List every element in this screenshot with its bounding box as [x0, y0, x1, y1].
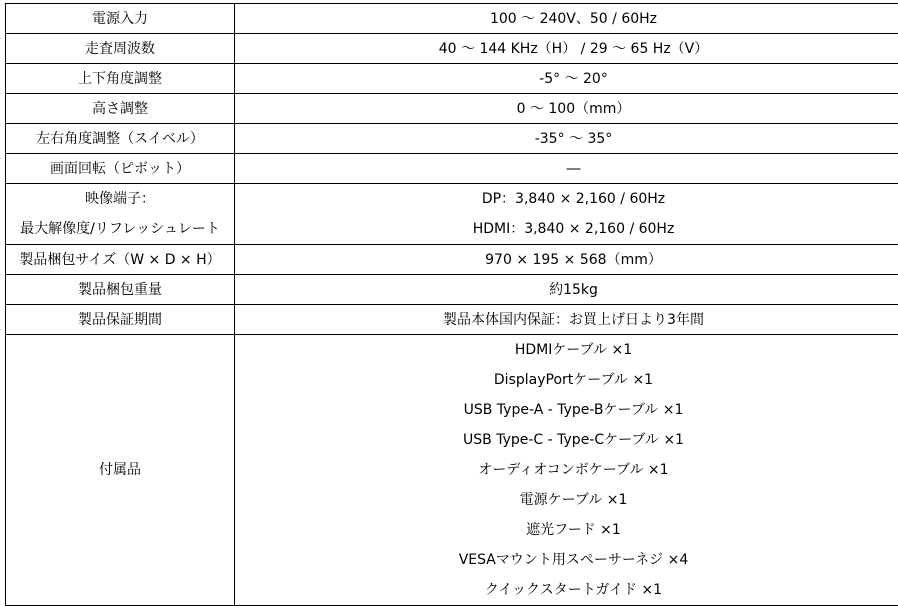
spec-label-accessories: 付属品 [6, 335, 235, 606]
spec-label-line: 最大解像度/リフレッシュレート [20, 221, 220, 237]
accessory-item: USB Type-C - Type-Cケーブル ×1 [463, 432, 684, 448]
spec-value: -5° ～ 20° [235, 64, 898, 94]
spec-value: ― [235, 154, 898, 184]
spec-label: 走査周波数 [6, 34, 235, 64]
spec-row-height [6, 94, 898, 124]
accessory-item: オーディオコンボケーブル ×1 [478, 462, 669, 478]
spec-label: 電源入力 [6, 4, 235, 34]
spec-value: 100 ～ 240V、50 / 60Hz [235, 4, 898, 34]
spec-label-line: 映像端子： [85, 191, 155, 207]
spec-row-scan-frequency [6, 34, 898, 64]
accessories-list [235, 335, 898, 606]
spec-row-accessories [6, 335, 898, 606]
spec-row-warranty [6, 305, 898, 335]
spec-row-package-weight [6, 275, 898, 305]
spec-table-body [6, 4, 898, 606]
spec-value: 40 ～ 144 KHz（H） / 29 ～ 65 Hz（V） [235, 34, 898, 64]
accessory-item: DisplayPortケーブル ×1 [493, 372, 654, 388]
spec-value-line: DP：3,840 × 2,160 / 60Hz [481, 191, 666, 207]
spec-row-package-size [6, 245, 898, 275]
spec-value: -35° ～ 35° [235, 124, 898, 154]
spec-value-resolution [235, 184, 898, 245]
spec-label-resolution [6, 184, 235, 245]
accessory-item: 遮光フード ×1 [526, 522, 621, 538]
spec-row-swivel [6, 124, 898, 154]
spec-label: 製品梱包サイズ（W × D × H） [6, 245, 235, 275]
spec-row-power [6, 4, 898, 34]
accessory-item: 電源ケーブル ×1 [519, 492, 628, 508]
spec-label: 高さ調整 [6, 94, 235, 124]
spec-value: 製品本体国内保証：お買上げ日より3年間 [235, 305, 898, 335]
spec-row-pivot [6, 154, 898, 184]
spec-label: 製品梱包重量 [6, 275, 235, 305]
spec-label: 画面回転（ピボット） [6, 154, 235, 184]
spec-label: 製品保証期間 [6, 305, 235, 335]
spec-label: 上下角度調整 [6, 64, 235, 94]
spec-table [5, 3, 898, 606]
accessory-item: HDMIケーブル ×1 [514, 342, 633, 358]
spec-value-line: HDMI：3,840 × 2,160 / 60Hz [472, 221, 675, 237]
spec-row-tilt [6, 64, 898, 94]
accessory-item: クイックスタートガイド ×1 [484, 582, 663, 598]
spec-value: 0 ～ 100（mm） [235, 94, 898, 124]
spec-row-resolution [6, 184, 898, 245]
accessory-item: VESAマウント用スペーサーネジ ×4 [458, 552, 689, 568]
accessory-item: USB Type-A - Type-Bケーブル ×1 [463, 402, 684, 418]
spec-label: 左右角度調整（スイベル） [6, 124, 235, 154]
spec-value: 970 × 195 × 568（mm） [235, 245, 898, 275]
spec-value: 約15kg [235, 275, 898, 305]
